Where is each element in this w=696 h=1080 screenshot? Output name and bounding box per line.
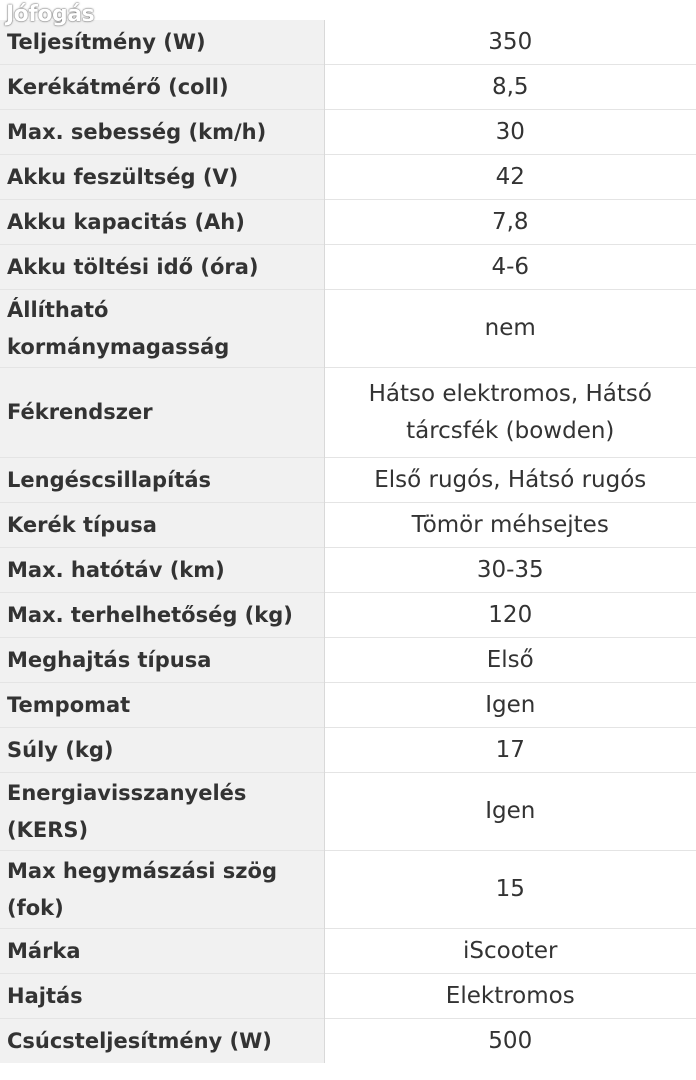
spec-row-suly — [0, 728, 696, 773]
spec-value: Tömör méhsejtes — [324, 503, 696, 548]
spec-label: Akku töltési idő (óra) — [0, 245, 324, 290]
spec-row-meghajtas-tipusa — [0, 638, 696, 683]
spec-row-akku-feszultseg — [0, 155, 696, 200]
spec-label: Energiavisszanyelés (KERS) — [0, 773, 324, 851]
spec-value: 350 — [324, 20, 696, 65]
spec-value: Hátso elektromos, Hátsó tárcsfék (bowden) — [324, 368, 696, 458]
spec-value: 8,5 — [324, 65, 696, 110]
spec-value: Elektromos — [324, 974, 696, 1019]
spec-label: Kerékátmérő (coll) — [0, 65, 324, 110]
spec-row-csucsteljesitmeny — [0, 1019, 696, 1064]
spec-row-kerekatmero — [0, 65, 696, 110]
spec-label: Max. sebesség (km/h) — [0, 110, 324, 155]
spec-value: 30 — [324, 110, 696, 155]
spec-value: 15 — [324, 851, 696, 929]
spec-label: Súly (kg) — [0, 728, 324, 773]
spec-label: Akku kapacitás (Ah) — [0, 200, 324, 245]
spec-row-allithato-kormanymagassag — [0, 290, 696, 368]
spec-value: 7,8 — [324, 200, 696, 245]
spec-value: iScooter — [324, 929, 696, 974]
spec-table — [0, 20, 696, 1063]
spec-label: Akku feszültség (V) — [0, 155, 324, 200]
spec-label: Fékrendszer — [0, 368, 324, 458]
spec-label: Max. terhelhetőség (kg) — [0, 593, 324, 638]
watermark-logo: Jófogás — [6, 2, 95, 27]
spec-value: 30-35 — [324, 548, 696, 593]
spec-row-akku-kapacitas — [0, 200, 696, 245]
spec-label: Max. hatótáv (km) — [0, 548, 324, 593]
spec-value: 500 — [324, 1019, 696, 1064]
spec-row-max-sebesseg — [0, 110, 696, 155]
spec-value: 42 — [324, 155, 696, 200]
spec-label: Kerék típusa — [0, 503, 324, 548]
spec-value: Első rugós, Hátsó rugós — [324, 458, 696, 503]
spec-value: Igen — [324, 773, 696, 851]
spec-row-energiavisszanyeles — [0, 773, 696, 851]
spec-row-fekrendszer — [0, 368, 696, 458]
spec-value: 17 — [324, 728, 696, 773]
spec-value: 120 — [324, 593, 696, 638]
spec-row-max-terhelhetoseg — [0, 593, 696, 638]
spec-label: Meghajtás típusa — [0, 638, 324, 683]
spec-label: Csúcsteljesítmény (W) — [0, 1019, 324, 1064]
spec-label: Max hegymászási szög (fok) — [0, 851, 324, 929]
spec-row-akku-toltesi-ido — [0, 245, 696, 290]
spec-row-teljesitmeny — [0, 20, 696, 65]
spec-row-kerek-tipusa — [0, 503, 696, 548]
spec-label: Hajtás — [0, 974, 324, 1019]
spec-value: Igen — [324, 683, 696, 728]
spec-value: 4-6 — [324, 245, 696, 290]
spec-label: Lengéscsillapítás — [0, 458, 324, 503]
spec-value: Első — [324, 638, 696, 683]
spec-row-max-hatotav — [0, 548, 696, 593]
spec-value: nem — [324, 290, 696, 368]
spec-label: Állítható kormánymagasság — [0, 290, 324, 368]
spec-row-tempomat — [0, 683, 696, 728]
spec-label: Tempomat — [0, 683, 324, 728]
spec-row-hajtas — [0, 974, 696, 1019]
spec-label: Teljesítmény (W) — [0, 20, 324, 65]
spec-row-lengescsillapitas — [0, 458, 696, 503]
spec-row-marka — [0, 929, 696, 974]
spec-label: Márka — [0, 929, 324, 974]
spec-row-max-hegymaszasi-szog — [0, 851, 696, 929]
